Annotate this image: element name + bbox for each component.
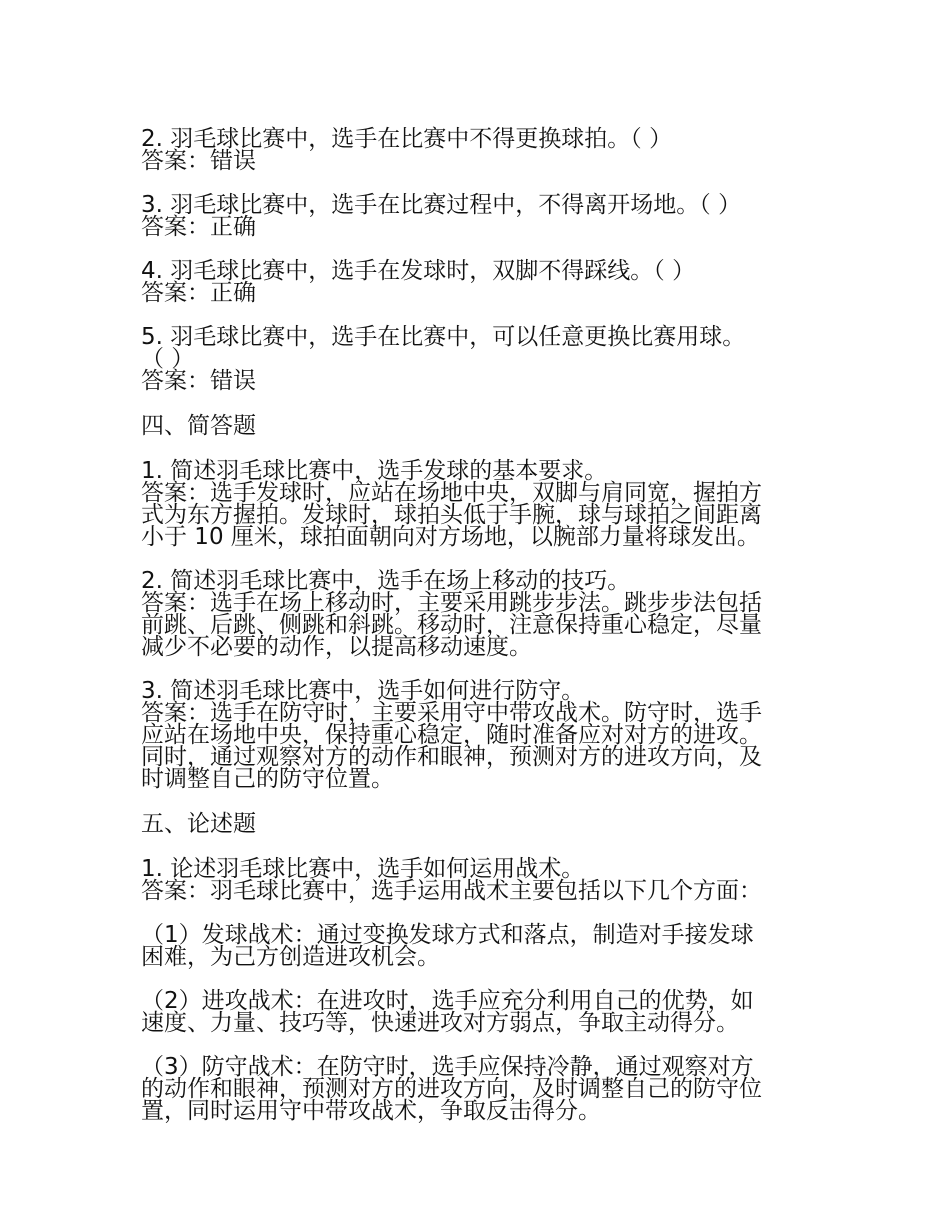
question-text: 1. 简述羽毛球比赛中，选手发球的基本要求。 (141, 458, 608, 484)
essay-item-1 (141, 858, 821, 902)
point-line: 速度、力量、技巧等，快速进攻对方弱点，争取主动得分。 (141, 1010, 739, 1036)
answer-line: 同时，通过观察对方的动作和眼神，预测对方的进攻方向，及 (141, 744, 762, 770)
section-title: 四、简答题 (141, 413, 256, 439)
question-text: 3. 羽毛球比赛中，选手在比赛过程中，不得离开场地。（ ） (141, 192, 742, 218)
section-heading-short-answer (141, 414, 821, 438)
answer-line: 减少不必要的动作，以提高移动速度。 (141, 634, 532, 660)
short-answer-item-3 (141, 680, 821, 790)
point-line: （3）防守战术：在防守时，选手应保持冷静，通过观察对方 (141, 1054, 754, 1080)
document-page (141, 128, 821, 1144)
answer-line: 小于 10 厘米，球拍面朝向对方场地，以腕部力量将球发出。 (141, 524, 760, 550)
question-text: 2. 简述羽毛球比赛中，选手在场上移动的技巧。 (141, 568, 631, 594)
section-heading-essay (141, 812, 821, 836)
answer-intro: 答案：羽毛球比赛中，选手运用战术主要包括以下几个方面： (141, 878, 762, 904)
question-text: 4. 羽毛球比赛中，选手在发球时，双脚不得踩线。（ ） (141, 258, 696, 284)
short-answer-item-1 (141, 460, 821, 548)
essay-point-1 (141, 924, 821, 968)
essay-point-2 (141, 990, 821, 1034)
section-title: 五、论述题 (141, 811, 256, 837)
judgment-item-2 (141, 128, 821, 172)
answer-line: 答案：选手在防守时，主要采用守中带攻战术。防守时，选手 (141, 700, 762, 726)
essay-point-3 (141, 1056, 821, 1122)
answer-text: 答案：正确 (141, 214, 256, 240)
question-text: 1. 论述羽毛球比赛中，选手如何运用战术。 (141, 856, 585, 882)
judgment-item-5 (141, 326, 821, 392)
question-text-continued: （ ） (141, 346, 195, 372)
judgment-item-3 (141, 194, 821, 238)
answer-text: 答案：错误 (141, 148, 256, 174)
answer-line: 答案：选手在场上移动时，主要采用跳步步法。跳步步法包括 (141, 590, 762, 616)
answer-line: 式为东方握拍。发球时，球拍头低于手腕，球与球拍之间距离 (141, 502, 762, 528)
point-line: 困难，为己方创造进攻机会。 (141, 944, 440, 970)
answer-line: 时调整自己的防守位置。 (141, 766, 394, 792)
judgment-item-4 (141, 260, 821, 304)
answer-line: 答案：选手发球时，应站在场地中央，双脚与肩同宽，握拍方 (141, 480, 762, 506)
answer-line: 应站在场地中央，保持重心稳定，随时准备应对对方的进攻。 (141, 722, 762, 748)
question-text: 3. 简述羽毛球比赛中，选手如何进行防守。 (141, 678, 585, 704)
short-answer-item-2 (141, 570, 821, 658)
question-text: 2. 羽毛球比赛中，选手在比赛中不得更换球拍。（ ） (141, 126, 673, 152)
answer-text: 答案：正确 (141, 280, 256, 306)
answer-line: 前跳、后跳、侧跳和斜跳。移动时，注意保持重心稳定，尽量 (141, 612, 762, 638)
question-text: 5. 羽毛球比赛中，选手在比赛中，可以任意更换比赛用球。 (141, 324, 746, 350)
point-line: （2）进攻战术：在进攻时，选手应充分利用自己的优势，如 (141, 988, 754, 1014)
answer-text: 答案：错误 (141, 368, 256, 394)
point-line: 的动作和眼神，预测对方的进攻方向，及时调整自己的防守位 (141, 1076, 762, 1102)
point-line: （1）发球战术：通过变换发球方式和落点，制造对手接发球 (141, 922, 754, 948)
point-line: 置，同时运用守中带攻战术，争取反击得分。 (141, 1098, 601, 1124)
